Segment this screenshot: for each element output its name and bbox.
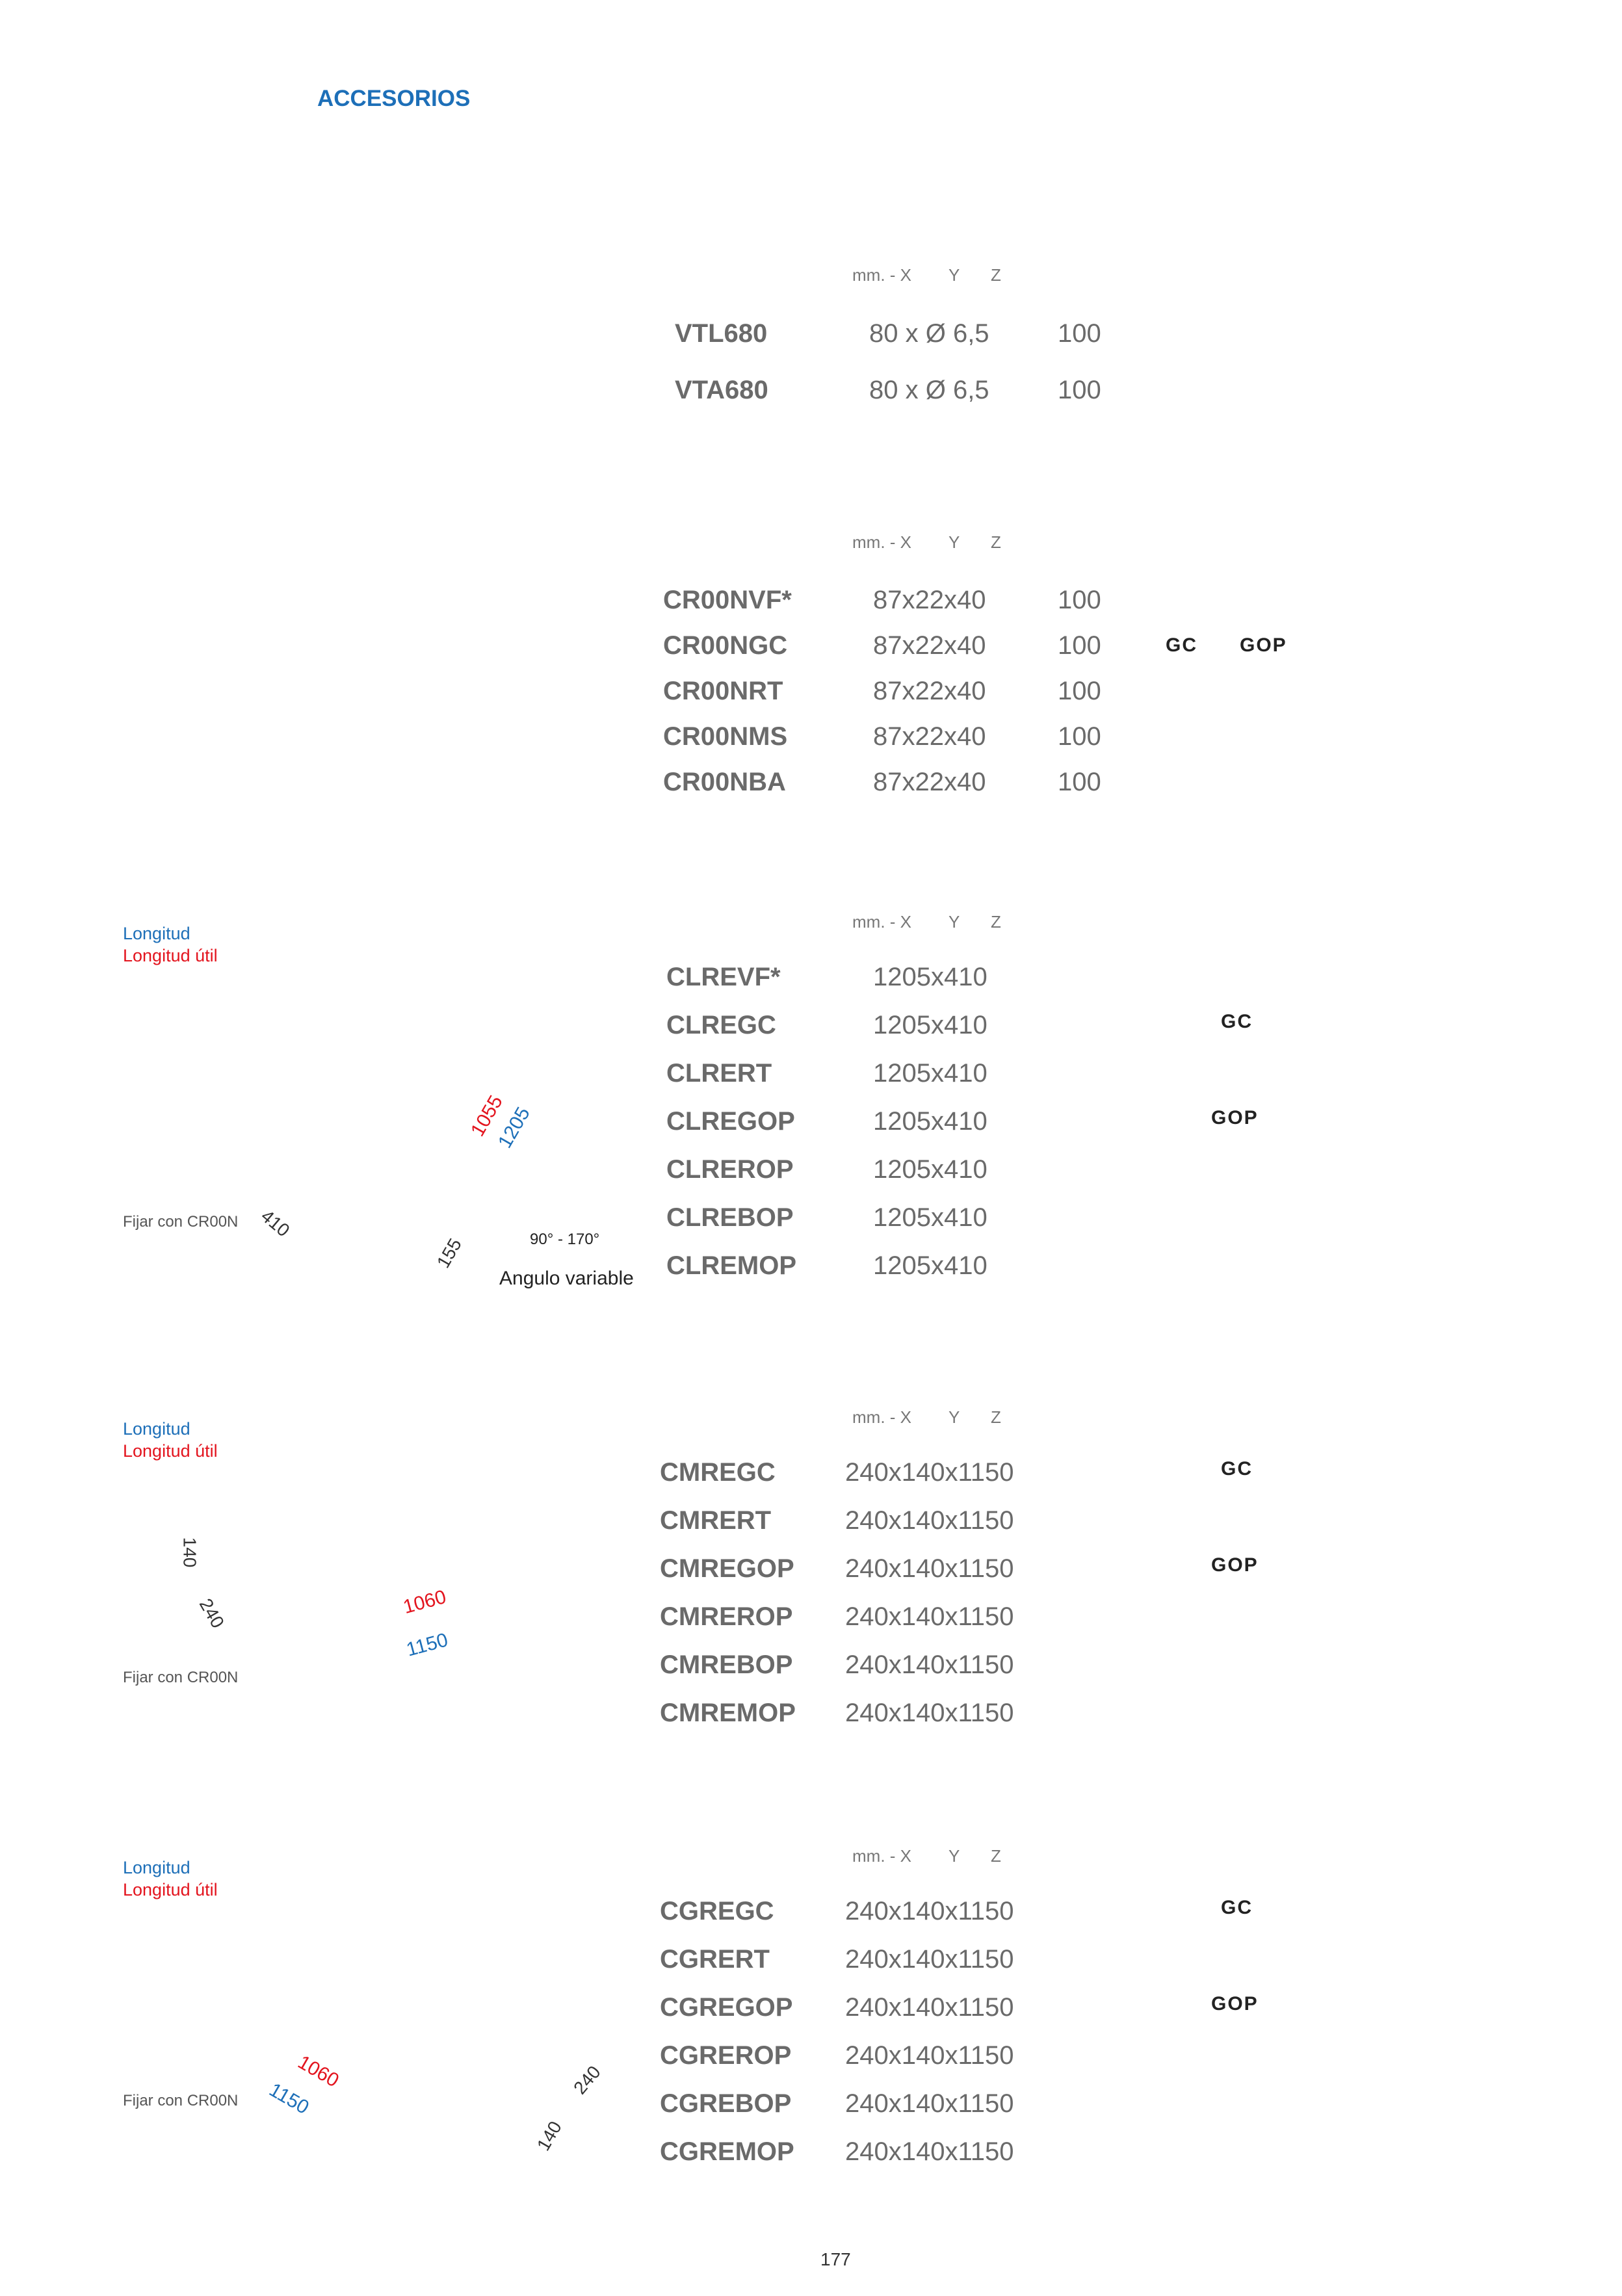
product-quantity: 100 <box>1058 677 1101 705</box>
header-z: Z <box>991 912 1001 932</box>
product-dimensions: 1205x410 <box>873 1155 988 1184</box>
product-dimensions: 240x140x1150 <box>845 1650 1014 1679</box>
product-dimensions: 1205x410 <box>873 1011 988 1039</box>
product-code: CLREGC <box>666 1011 776 1039</box>
header-mm-x: mm. - X <box>852 1407 911 1427</box>
fix-note: Fijar con CR00N <box>123 2092 239 2109</box>
product-dimensions: 87x22x40 <box>873 631 986 660</box>
page-title: ACCESORIOS <box>317 86 471 111</box>
header-z: Z <box>991 532 1001 552</box>
dimension-1205: 1205 <box>493 1103 534 1152</box>
product-code: CMRERT <box>660 1506 772 1535</box>
product-code: VTL680 <box>675 319 768 348</box>
product-code: CLREROP <box>666 1155 794 1184</box>
header-y: Y <box>948 1407 960 1427</box>
header-y: Y <box>948 265 960 285</box>
legend-length: Longitud <box>123 1858 190 1877</box>
dimension-1055: 1055 <box>466 1091 507 1140</box>
dimension-240: 240 <box>569 2061 605 2098</box>
product-dimensions: 240x140x1150 <box>845 1945 1014 1974</box>
product-dimensions: 240x140x1150 <box>845 1458 1014 1487</box>
product-quantity: 100 <box>1058 722 1101 751</box>
page-number: 177 <box>820 2249 851 2269</box>
product-dimensions: 240x140x1150 <box>845 1602 1014 1631</box>
product-dimensions: 87x22x40 <box>873 677 986 705</box>
product-quantity: 100 <box>1058 586 1101 614</box>
dimension-1150: 1150 <box>404 1629 451 1661</box>
product-dimensions: 240x140x1150 <box>845 1993 1014 2022</box>
dimension-140: 140 <box>179 1537 200 1568</box>
finish-badge-gop: GOP <box>1211 1107 1259 1128</box>
header-mm-x: mm. - X <box>852 1846 911 1866</box>
dimension-1060: 1060 <box>400 1585 449 1619</box>
product-code: CR00NVF* <box>663 586 792 614</box>
finish-badge-gc: GC <box>1221 1011 1253 1032</box>
finish-badge-gc: GC <box>1166 634 1197 656</box>
finish-badge-gc: GC <box>1221 1458 1253 1480</box>
product-dimensions: 1205x410 <box>873 1059 988 1088</box>
product-dimensions: 240x140x1150 <box>845 2137 1014 2166</box>
header-z: Z <box>991 1407 1001 1427</box>
dimension-1060: 1060 <box>294 2051 343 2092</box>
product-quantity: 100 <box>1058 768 1101 796</box>
product-dimensions: 240x140x1150 <box>845 2041 1014 2070</box>
product-dimensions: 87x22x40 <box>873 586 986 614</box>
legend-useful-length: Longitud útil <box>123 1441 218 1461</box>
product-code: CGREGOP <box>660 1993 793 2022</box>
product-code: CR00NGC <box>663 631 788 660</box>
product-dimensions: 87x22x40 <box>873 768 986 796</box>
header-mm-x: mm. - X <box>852 265 911 285</box>
product-code: CLREBOP <box>666 1203 794 1232</box>
header-y: Y <box>948 1846 960 1866</box>
product-quantity: 100 <box>1058 376 1101 404</box>
header-z: Z <box>991 1846 1001 1866</box>
product-quantity: 100 <box>1058 631 1101 660</box>
dimension-240: 240 <box>195 1595 228 1632</box>
product-code: CMREMOP <box>660 1699 796 1727</box>
product-code: CMREBOP <box>660 1650 793 1679</box>
header-y: Y <box>948 532 960 552</box>
finish-badge-gc: GC <box>1221 1897 1253 1918</box>
header-y: Y <box>948 912 960 932</box>
product-code: CMREROP <box>660 1602 793 1631</box>
product-dimensions: 240x140x1150 <box>845 1699 1014 1727</box>
product-dimensions: 1205x410 <box>873 1251 988 1280</box>
product-code: CGREBOP <box>660 2089 792 2118</box>
legend-useful-length: Longitud útil <box>123 946 218 965</box>
product-dimensions: 240x140x1150 <box>845 2089 1014 2118</box>
product-code: VTA680 <box>675 376 768 404</box>
finish-badge-gop: GOP <box>1240 634 1287 656</box>
finish-badge-gop: GOP <box>1211 1554 1259 1576</box>
header-z: Z <box>991 265 1001 285</box>
product-dimensions: 1205x410 <box>873 1107 988 1136</box>
product-code: CLREVF* <box>666 963 781 991</box>
legend-length: Longitud <box>123 1419 190 1439</box>
product-dimensions: 87x22x40 <box>873 722 986 751</box>
product-code: CLRERT <box>666 1059 772 1088</box>
product-code: CR00NBA <box>663 768 786 796</box>
product-code: CMREGC <box>660 1458 776 1487</box>
product-dimensions: 240x140x1150 <box>845 1897 1014 1925</box>
legend-length: Longitud <box>123 924 190 943</box>
product-quantity: 100 <box>1058 319 1101 348</box>
product-code: CLREMOP <box>666 1251 796 1280</box>
product-code: CGREROP <box>660 2041 792 2070</box>
angle-label: Angulo variable <box>499 1268 634 1289</box>
product-code: CR00NMS <box>663 722 788 751</box>
fix-note: Fijar con CR00N <box>123 1669 239 1686</box>
product-code: CR00NRT <box>663 677 783 705</box>
legend-useful-length: Longitud útil <box>123 1880 218 1899</box>
dimension-1150: 1150 <box>265 2079 313 2119</box>
product-dimensions: 240x140x1150 <box>845 1506 1014 1535</box>
finish-badge-gop: GOP <box>1211 1993 1259 2015</box>
dimension-155: 155 <box>432 1234 466 1272</box>
product-code: CMREGOP <box>660 1554 794 1583</box>
product-code: CGREMOP <box>660 2137 794 2166</box>
product-dimensions: 1205x410 <box>873 1203 988 1232</box>
dimension-140: 140 <box>532 2117 566 2154</box>
dimension-410: 410 <box>257 1205 294 1241</box>
angle-range: 90° - 170° <box>530 1231 600 1248</box>
product-dimensions: 80 x Ø 6,5 <box>869 376 989 404</box>
product-code: CLREGOP <box>666 1107 795 1136</box>
product-dimensions: 240x140x1150 <box>845 1554 1014 1583</box>
product-dimensions: 80 x Ø 6,5 <box>869 319 989 348</box>
fix-note: Fijar con CR00N <box>123 1213 239 1231</box>
product-code: CGRERT <box>660 1945 770 1974</box>
header-mm-x: mm. - X <box>852 912 911 932</box>
product-code: CGREGC <box>660 1897 774 1925</box>
header-mm-x: mm. - X <box>852 532 911 552</box>
product-dimensions: 1205x410 <box>873 963 988 991</box>
